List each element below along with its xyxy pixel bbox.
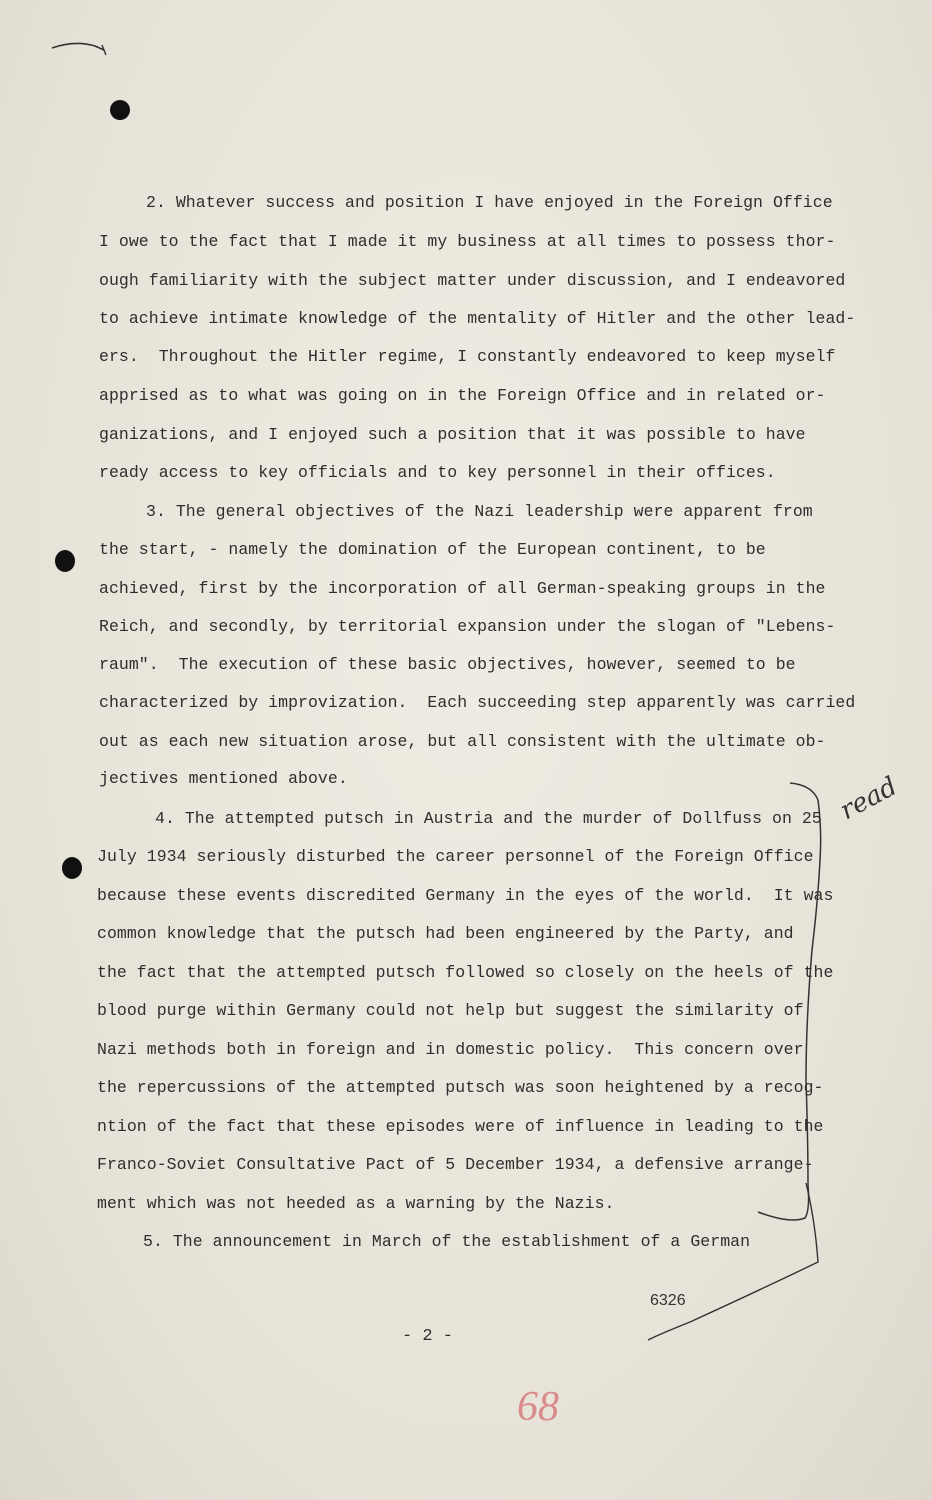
text-line: Franco-Soviet Consultative Pact of 5 December 1934, a defensive arrange- — [97, 1155, 814, 1174]
page-number: - 2 - — [402, 1327, 454, 1346]
text-line: July 1934 seriously disturbed the career personnel of the Foreign Office — [97, 847, 814, 866]
text-line: 2. Whatever success and position I have enjoyed in the Foreign Office — [146, 193, 833, 212]
text-line: 5. The announcement in March of the establishment of a German — [143, 1232, 751, 1251]
text-line: Nazi methods both in foreign and in domestic policy. This concern over — [97, 1040, 804, 1059]
text-line: 3. The general objectives of the Nazi leadership were apparent from — [146, 502, 813, 521]
text-line: ganizations, and I enjoyed such a position that it was possible to have — [99, 425, 806, 444]
text-line: characterized by improvization. Each succeeding step apparently was carried — [99, 693, 856, 712]
text-line: apprised as to what was going on in the Foreign Office and in related or- — [99, 386, 826, 405]
text-line: Reich, and secondly, by territorial expansion under the slogan of "Lebens- — [99, 617, 836, 636]
text-line: 4. The attempted putsch in Austria and the murder of Dollfuss on 25 — [155, 809, 822, 828]
text-line: out as each new situation arose, but all consistent with the ultimate ob- — [99, 732, 826, 751]
text-line: ment which was not heeded as a warning by the Nazis. — [97, 1194, 615, 1213]
text-line: ers. Throughout the Hitler regime, I constantly endeavored to keep myself — [99, 347, 836, 366]
text-line: ough familiarity with the subject matter under discussion, and I endeavored — [99, 271, 846, 290]
text-line: the fact that the attempted putsch followed so closely on the heels of the — [97, 963, 834, 982]
document-number: 6326 — [650, 1292, 686, 1309]
text-line: the start, - namely the domination of the European continent, to be — [99, 540, 766, 559]
text-line: common knowledge that the putsch had been engineered by the Party, and — [97, 924, 794, 943]
text-line: ready access to key officials and to key personnel in their offices. — [99, 463, 776, 482]
text-line: achieved, first by the incorporation of all German-speaking groups in the — [99, 579, 826, 598]
text-line: ntion of the fact that these episodes were of influence in leading to the — [97, 1117, 824, 1136]
red-handwritten-number: 68 — [517, 1384, 559, 1430]
text-line: to achieve intimate knowledge of the mentality of Hitler and the other lead- — [99, 309, 856, 328]
text-line: the repercussions of the attempted putsch was soon heightened by a recog- — [97, 1078, 824, 1097]
margin-note: read — [835, 771, 903, 827]
text-line: blood purge within Germany could not help but suggest the similarity of — [97, 1001, 804, 1020]
text-line: jectives mentioned above. — [99, 769, 348, 788]
text-line: I owe to the fact that I made it my business at all times to possess thor- — [99, 232, 836, 251]
text-line: because these events discredited Germany in the eyes of the world. It was — [97, 886, 834, 905]
text-line: raum". The execution of these basic objectives, however, seemed to be — [99, 655, 796, 674]
